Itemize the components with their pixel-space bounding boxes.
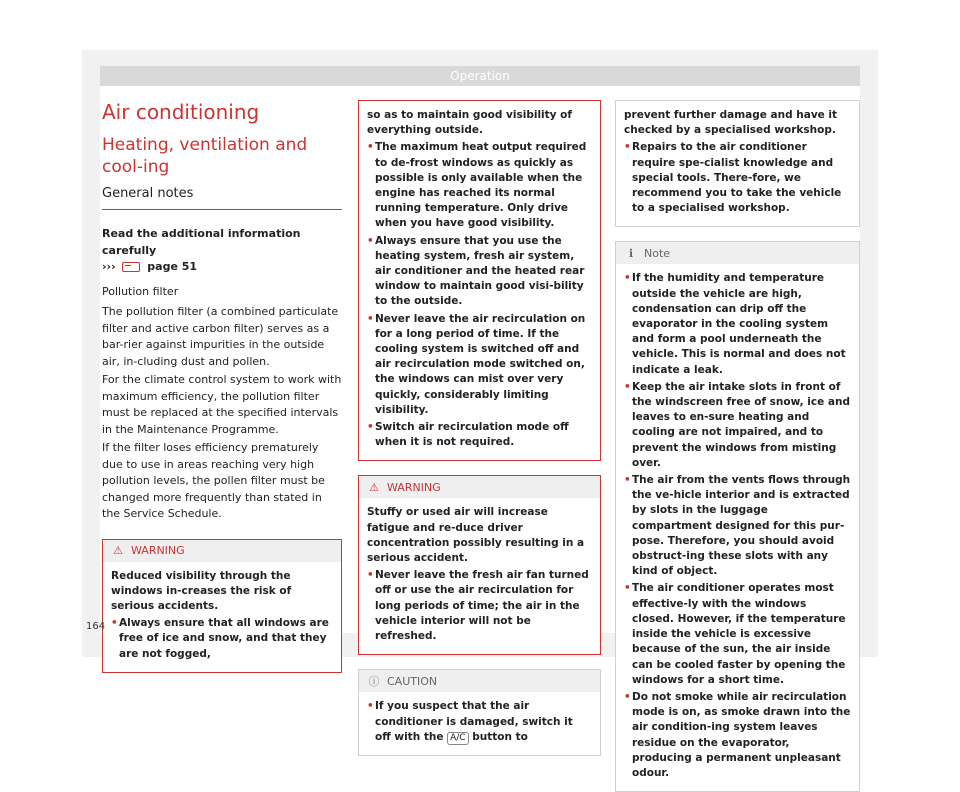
pollution-filter-heading: Pollution filter (102, 284, 179, 298)
paragraph: The pollution filter (a combined particulate filter and active carbon filter) serves as a bar-rier against impurities in the outside air, in-cluding dust and pollen. (102, 305, 339, 368)
warning-bullet: • Never leave the air recirculation on for a long period of time. If the cooling system is switched off and air recirculation mode switched on, the windows can mist over very quickly, considerably limiting visibility. (367, 312, 592, 418)
warning-header: ⚠ WARNING (359, 476, 600, 498)
note-bullet: • Keep the air intake slots in front of the windscreen free of snow, ice and leaves to en-sure heating and cooling are not impaired, and to prevent the windows from misting over. (624, 380, 851, 471)
info-icon: ℹ (628, 246, 634, 260)
warning-bullet: • The maximum heat output required to de-frost windows as quickly as possible is only available when the engine has reached its normal running temperature. Only drive when you have good visibility. (367, 140, 592, 231)
warning-triangle-icon: ⚠ (369, 480, 379, 494)
note-bullet: • If the humidity and temperature outside the vehicle are high, condensation can drip off the evaporator in the cooling system and form a pool underneath the vehicle. This is normal and does not indicate a leak. (624, 271, 851, 377)
page-reference-icon (122, 262, 140, 272)
note-bullet: • Do not smoke while air recirculation mode is on, as smoke drawn into the air condition-ing system leaves residue on the evaporator, producing a permanent unpleasant odour. (624, 690, 851, 781)
intro-text: Read the additional information carefully ››› page 51 (102, 227, 301, 273)
warning-box (102, 539, 342, 673)
section-header: Operation (100, 66, 860, 86)
ref-arrow: ››› (102, 260, 116, 273)
note-bullet: • The air from the vents flows through the ve-hicle interior and is extracted by slots in the luggage compartment designed for this pur-pose. Therefore, you should avoid obstruct-ing these slots with any kind of object. (624, 473, 851, 579)
subsection-title: General notes (102, 186, 342, 210)
column-right (615, 100, 860, 792)
column-middle (358, 100, 601, 756)
warning-lead: Reduced visibility through the windows in-creases the risk of serious accidents. (111, 569, 292, 612)
note-box (615, 241, 860, 792)
warning-bullet: • Switch air recirculation mode off when it is not required. (367, 420, 592, 450)
caution-bullet: • Repairs to the air conditioner require spe-cialist knowledge and special tools. There-fore, we recommend you to take the vehicle to a specialised workshop. (624, 140, 851, 216)
warning-bullet: • Always ensure that you use the heating system, fresh air system, air conditioner and the heated rear window to maintain good visi-bility to the outside. (367, 234, 592, 310)
warning-bullet: • Never leave the fresh air fan turned off or use the air recirculation for long periods of time; the air in the vehicle interior will not be refreshed. (367, 568, 592, 644)
note-header: ℹ Note (616, 242, 859, 264)
warning-header: ⚠ WARNING (103, 540, 341, 562)
caution-circle-icon: ⓘ (368, 675, 380, 689)
warning-continued-text: so as to maintain good visibility of everything outside. (367, 109, 572, 137)
caution-bullet: • If you suspect that the air conditioner is damaged, switch it off with the A/C button to (367, 699, 592, 745)
page-number: 164 (86, 621, 106, 632)
caution-box (358, 669, 601, 756)
caution-continued-text: prevent further damage and have it checked by a specialised workshop. (624, 109, 838, 137)
section-title: Heating, ventilation and cool-ing (102, 135, 308, 177)
paragraph: If the filter loses efficiency prematurely due to use in areas reaching very high pollution levels, the pollen filter must be changed more frequently than stated in the Service Schedule. (102, 441, 325, 520)
warning-bullet: • Always ensure that all windows are free of ice and snow, and that they are not fogged, (111, 616, 333, 662)
warning-box-2 (358, 475, 601, 655)
paragraph: For the climate control system to work with maximum efficiency, the pollution filter must be replaced at the specified intervals in the Maintenance Programme. (102, 373, 342, 436)
warning-lead: Stuffy or used air will increase fatigue and re-duce driver concentration possibly resulting in a serious accident. (367, 506, 585, 565)
warning-continued-box (358, 100, 601, 461)
chapter-title: Air conditioning (102, 100, 260, 124)
warning-triangle-icon: ⚠ (113, 544, 123, 557)
caution-continued-box (615, 100, 860, 227)
page-reference-link[interactable]: page 51 (147, 260, 198, 273)
ac-button-key: A/C (447, 732, 468, 745)
column-left (102, 100, 342, 673)
caution-header: ⓘ CAUTION (359, 670, 600, 692)
note-bullet: • The air conditioner operates most effective-ly with the windows closed. However, if the temperature inside the vehicle is excessive because of the sun, the air inside can be cooled faster by opening the windows for a short time. (624, 581, 851, 687)
